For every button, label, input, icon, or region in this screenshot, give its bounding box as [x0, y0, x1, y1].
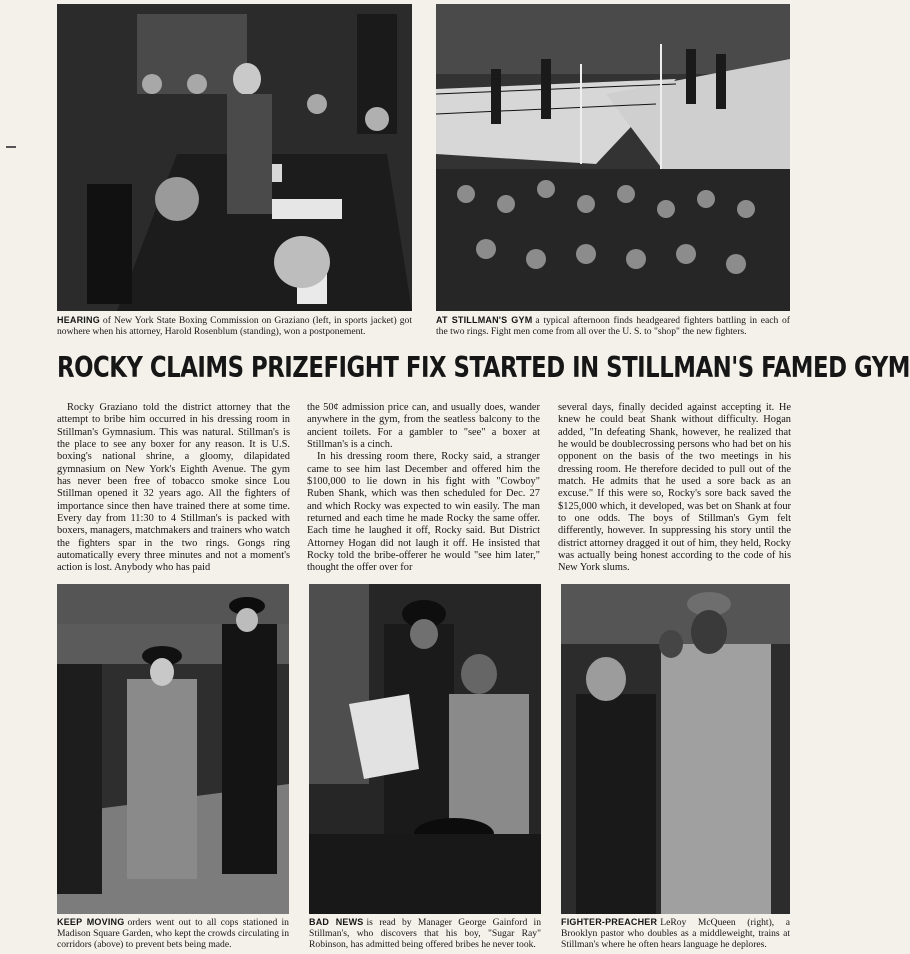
caption-hearing [57, 315, 412, 337]
caption-fighter-preacher [561, 917, 790, 950]
caption-text: of New York State Boxing Commission on Graziano (left, in sports jacket) got nowhere when his attorney, Harold Rosenblum (standing), won a postponement. [57, 315, 412, 337]
caption-gym [436, 315, 790, 337]
article-column-1 [57, 402, 290, 575]
paragraph: In his dressing room there, Rocky said, a stranger came to see him last December and offered him the $100,000 to lie down in his fight with "Cowboy" Ruben Shank, which was then scheduled for Dec. 27 and which Rocky was expected to win easily. The man returned and each time he made Rocky the same offer. Each time he laughed it off, Rocky said. But District Attorney Hogan did not laugh it off. He insisted that Rocky told the bribe-offerer he would "see him later," thought the offer over for [307, 451, 540, 574]
caption-lead: BAD NEWS [309, 917, 364, 927]
photo-bad-news [309, 584, 541, 914]
photo-gym [436, 4, 790, 311]
paragraph: Rocky Graziano told the district attorney that the attempt to bribe him occurred in his dressing room in Stillman's Gymnasium. This was natural. Stillman's is the place to see any boxer for any reason. It is U.S. boxing's national shrine, a gloomy, dilapidated gymnasium on New York's Eighth Avenue. The gym has never been free of tobacco smoke since Lou Stillman opened it 32 years ago. All the fighters of importance since then have trained there at some time. Every day from 11:30 to 4 Stillman's is packed with boxers, managers, matchmakers and trainers who watch the fighters spar in the two rings. Gongs ring automatically every three minutes and not a moment's action is lost. Anybody who has paid [57, 402, 290, 574]
caption-text: is read by Manager George Gainford in Stillman's, who discovers that his boy, "Sugar Ray" Robinson, has admitted being offered bribes he never took. [309, 917, 541, 950]
photo-hearing [57, 4, 412, 311]
caption-lead: FIGHTER-PREACHER [561, 917, 658, 927]
caption-text: orders went out to all cops stationed in Madison Square Garden, who kept the crowds circulating in corridors (above) to prevent bets being made. [57, 917, 289, 950]
caption-text: a typical afternoon finds headgeared fighters battling in each of the two rings. Fight men come from all over the U. S. to "shop" the new fighters. [436, 315, 790, 337]
article-headline: ROCKY CLAIMS PRIZEFIGHT FIX STARTED IN STILLMAN'S FAMED GYM [57, 351, 910, 384]
paragraph: several days, finally decided against accepting it. He knew he could beat Shank without difficulty. Hogan added, "In defeating Shank, however, he realized that he would be doublecrossing persons who had bet on his opponent on the basis of the two meetings in his dressing room. He therefore decided to pull out of the match. He admits that he used a sore back as an excuse." If this were so, Rocky's sore back saved the $125,000 which, it developed, was bet on Shank at four to one odds. The boys of Stillman's Gym felt differently, however. In suppressing his story until the district attorney dragged it out of him, they held, Rocky was actually being honest according to the code of his New York slums. [558, 402, 791, 574]
caption-keep-moving [57, 917, 289, 950]
photo-keep-moving [57, 584, 289, 914]
article-column-3 [558, 402, 791, 575]
caption-lead: KEEP MOVING [57, 917, 125, 927]
article-column-2 [307, 402, 540, 575]
caption-text: LeRoy McQueen (right), a Brooklyn pastor who doubles as a middleweight, trains at Stillman's where he often hears language he deplores. [561, 917, 790, 950]
caption-lead: HEARING [57, 315, 100, 325]
caption-bad-news [309, 917, 541, 950]
photo-fighter-preacher [561, 584, 790, 914]
paragraph: the 50¢ admission price can, and usually does, wander anywhere in the gym, from the seatless balcony to the ancient toilets. For a gambler to "see" a boxer at Stillman's is a cinch. [307, 402, 540, 451]
margin-mark [6, 146, 16, 148]
caption-lead: AT STILLMAN'S GYM [436, 315, 533, 325]
